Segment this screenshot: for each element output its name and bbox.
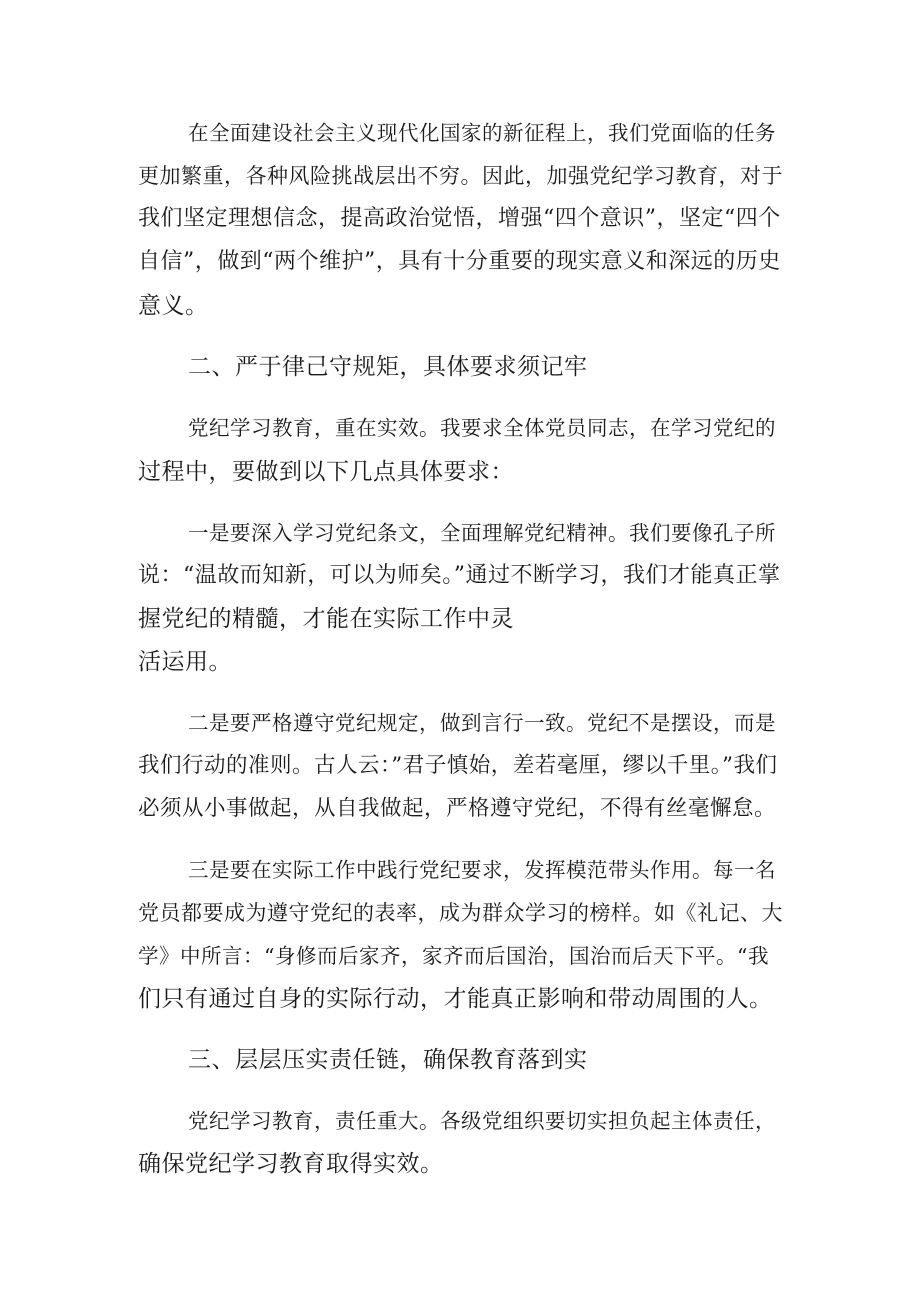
text-line: 更加繁重，各种风险挑战层出不穷。因此，加强党纪学习教育，对于 — [138, 164, 783, 188]
text-line: 说：“温故而知新，可以为师矣。”通过不断学习，我们才能真正掌 — [138, 563, 781, 588]
text-line: 确保党纪学习教育取得实效。 — [138, 1151, 444, 1177]
text-line: 党纪学习教育，重在实效。我要求全体党员同志，在学习党纪的 — [188, 416, 776, 440]
text-line: 在全面建设社会主义现代化国家的新征程上，我们党面临的任务 — [188, 121, 776, 145]
text-line: 一是要深入学习党纪条文，全面理解党纪精神。我们要像孔子所 — [188, 521, 776, 545]
text-line: 们只有通过自身的实际行动，才能真正影响和带动周围的人。 — [138, 986, 773, 1012]
text-line: 二是要严格遵守党纪规定，做到言行一致。党纪不是摆设，而是 — [188, 711, 776, 735]
text-line: 党员都要成为遵守党纪的表率，成为群众学习的榜样。如《礼记、大 — [138, 901, 783, 925]
text-line: 我们行动的准则。古人云：”君子慎始，差若毫厘，缪以千里。”我们 — [138, 753, 778, 778]
text-line: 三是要在实际工作中践行党纪要求，发挥模范带头作用。每一名 — [188, 858, 776, 882]
section-heading: 二、严于律己守规矩，具体要求须记牢 — [188, 354, 588, 380]
section-heading: 三、层层压实责任链，确保教育落到实 — [188, 1047, 588, 1073]
text-line: 学》中所言：“身修而后家齐，家齐而后国治，国治而后天下平。“我 — [138, 944, 769, 968]
text-line: 党纪学习教育，责任重大。各级党组织要切实担负起主体责任， — [188, 1109, 776, 1133]
text-line: 必须从小事做起，从自我做起，严格遵守党纪，不得有丝毫懈怠。 — [138, 796, 777, 821]
text-line: 我们坚定理想信念，提高政治觉悟，增强“四个意识”，坚定“四个 — [138, 206, 781, 231]
text-line: 握党纪的精髓，才能在实际工作中灵 — [138, 606, 514, 632]
text-line: 过程中，要做到以下几点具体要求： — [138, 459, 514, 485]
text-line: 自信”，做到“两个维护”，具有十分重要的现实意义和深远的历史 — [138, 249, 781, 274]
text-line: 活运用。 — [138, 649, 232, 675]
text-line: 意义。 — [138, 293, 209, 319]
